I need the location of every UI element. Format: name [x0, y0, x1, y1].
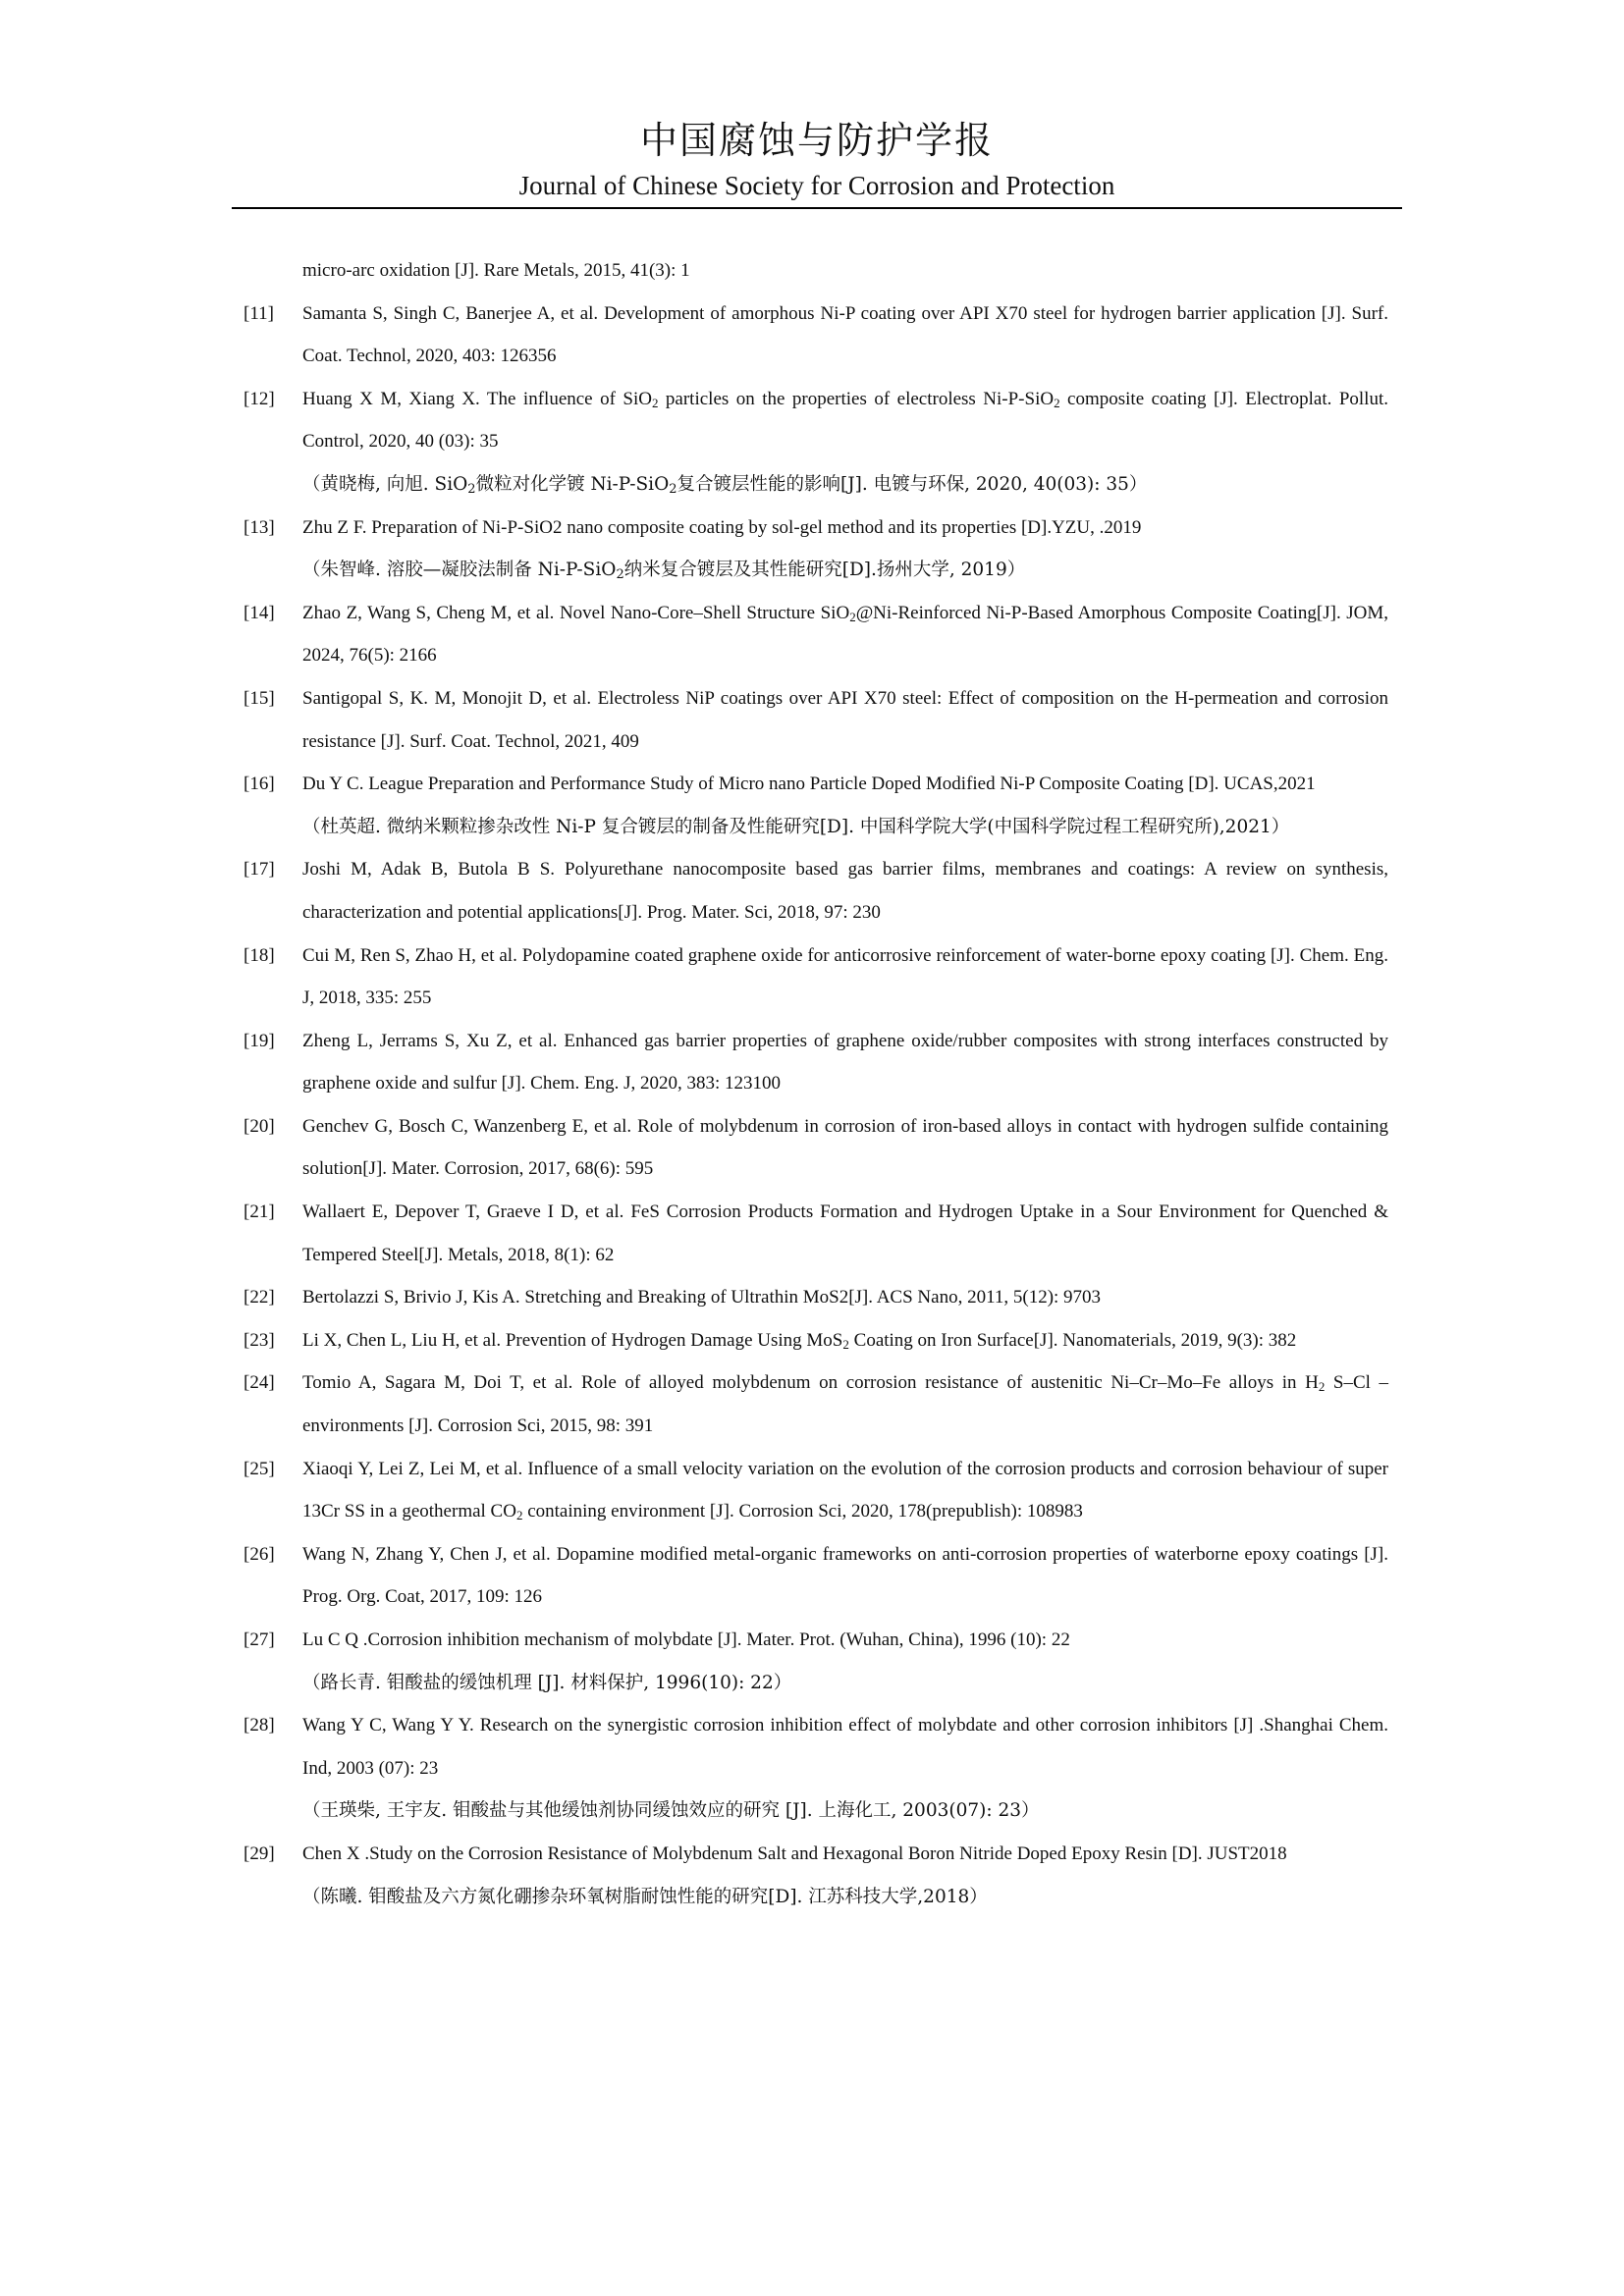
reference-entry [244, 1533, 1388, 1619]
reference-entry [244, 1448, 1388, 1533]
reference-text-segment: Bertolazzi S, Brivio J, Kis A. Stretching and Breaking of Ultrathin MoS2[J]. ACS Nano, 2011, 5(12): 9703 [302, 1287, 1102, 1308]
reference-entry [244, 293, 1388, 378]
reference-number: [14] [244, 602, 275, 623]
reference-number: [16] [244, 774, 275, 795]
reference-text-segment: Tomio A, Sagara M, Doi T, et al. Role of alloyed molybdenum on corrosion resistance of austenitic Ni–Cr–Mo–Fe alloys in H [302, 1372, 1319, 1394]
reference-text-segment: 微粒对化学镀 Ni-P-SiO [475, 473, 670, 495]
reference-text-segment: （路长青. 钼酸盐的缓蚀机理 [J]. 材料保护, 1996(10): 22） [302, 1672, 792, 1693]
reference-text [302, 1533, 1388, 1619]
reference-entry [244, 1191, 1388, 1276]
reference-number: [26] [244, 1543, 275, 1565]
reference-text [302, 293, 1388, 378]
reference-text [302, 1105, 1388, 1191]
reference-entry [244, 592, 1388, 677]
reference-entry [244, 763, 1388, 806]
reference-text [302, 1319, 1388, 1362]
journal-header [232, 116, 1402, 202]
reference-entry [244, 934, 1388, 1020]
reference-text-segment: Santigopal S, K. M, Monojit D, et al. Electroless NiP coatings over API X70 steel: Effect of composition on the H-permeation and corrosion resistance [J]. Surf. Coat. Technol, 2021, 409 [302, 687, 1388, 752]
reference-text-segment: （黄晓梅, 向旭. SiO [302, 473, 468, 495]
reference-text-segment: particles on the properties of electroless Ni-P-SiO [658, 388, 1055, 409]
reference-chinese-translation [244, 1789, 1388, 1833]
reference-text-segment: containing environment [J]. Corrosion Sci, 2020, 178(prepublish): 108983 [522, 1501, 1083, 1522]
reference-entry [244, 1276, 1388, 1319]
reference-entry [244, 1362, 1388, 1447]
reference-number: [20] [244, 1115, 275, 1137]
reference-text-segment: Wang N, Zhang Y, Chen J, et al. Dopamine modified metal-organic frameworks on anti-corrosion properties of waterborne epoxy coatings [J]. Prog. Org. Coat, 2017, 109: 126 [302, 1543, 1388, 1608]
reference-text-segment: Coating on Iron Surface[J]. Nanomaterials, 2019, 9(3): 382 [848, 1329, 1297, 1351]
reference-text-segment: Wang Y C, Wang Y Y. Research on the synergistic corrosion inhibition effect of molybdate and other corrosion inhibitors [J] .Shanghai Chem. Ind, 2003 (07): 23 [302, 1715, 1388, 1779]
reference-text-segment: Samanta S, Singh C, Banerjee A, et al. Development of amorphous Ni-P coating over API X70 steel for hydrogen barrier application [J]. Surf. Coat. Technol, 2020, 403: 126356 [302, 302, 1388, 367]
reference-chinese-translation [244, 806, 1388, 849]
reference-entry [244, 378, 1388, 463]
reference-entry [244, 1105, 1388, 1191]
reference-number: [13] [244, 516, 275, 538]
reference-text-segment: （朱智峰. 溶胶—凝胶法制备 Ni-P-SiO [302, 560, 617, 581]
reference-entry [244, 677, 1388, 763]
reference-text [302, 934, 1388, 1020]
reference-entry [244, 1020, 1388, 1105]
reference-text-segment: （陈曦. 钼酸盐及六方氮化硼掺杂环氧树脂耐蚀性能的研究[D]. 江苏科技大学,2018） [302, 1886, 988, 1907]
reference-text [302, 1833, 1388, 1876]
reference-text-segment: Du Y C. League Preparation and Performance Study of Micro nano Particle Doped Modified Ni-P Composite Coating [D]. UCAS,2021 [302, 774, 1316, 795]
subscript: 2 [467, 481, 476, 497]
reference-text-segment: （杜英超. 微纳米颗粒掺杂改性 Ni-P 复合镀层的制备及性能研究[D]. 中国科学院大学(中国科学院过程工程研究所),2021） [302, 816, 1290, 837]
reference-text-segment: （王瑛柴, 王宇友. 钼酸盐与其他缓蚀剂协同缓蚀效应的研究 [J]. 上海化工, 2003(07): 23） [302, 1800, 1040, 1822]
reference-text-segment: Li X, Chen L, Liu H, et al. Prevention of Hydrogen Damage Using MoS [302, 1329, 843, 1351]
reference-entry [244, 507, 1388, 550]
reference-text [302, 1362, 1388, 1447]
reference-continuation: micro-arc oxidation [J]. Rare Metals, 2015, 41(3): 1 [302, 260, 690, 281]
reference-number: [27] [244, 1629, 275, 1650]
reference-number: [25] [244, 1458, 275, 1479]
reference-chinese-translation [244, 549, 1388, 592]
subscript: 2 [669, 481, 677, 497]
reference-number: [24] [244, 1372, 275, 1394]
reference-number: [29] [244, 1842, 275, 1864]
reference-text-segment: 纳米复合镀层及其性能研究[D].扬州大学, 2019） [623, 560, 1026, 581]
reference-text-segment: Cui M, Ren S, Zhao H, et al. Polydopamine coated graphene oxide for anticorrosive reinforcement of water-borne epoxy coating [J]. Chem. Eng. J, 2018, 335: 255 [302, 944, 1388, 1009]
reference-number: [23] [244, 1329, 275, 1351]
reference-number: [17] [244, 859, 275, 881]
reference-text-segment: S–Cl – environments [J]. Corrosion Sci, 2015, 98: 391 [302, 1372, 1388, 1437]
reference-entry [244, 1704, 1388, 1789]
reference-text-segment: Genchev G, Bosch C, Wanzenberg E, et al. Role of molybdenum in corrosion of iron-based alloys in contact with hydrogen sulfide containing solution[J]. Mater. Corrosion, 2017, 68(6): 595 [302, 1115, 1388, 1180]
reference-number: [12] [244, 388, 275, 409]
reference-chinese-translation [244, 463, 1388, 507]
subscript: 2 [849, 609, 856, 624]
reference-text-segment: @Ni-Reinforced Ni-P-Based Amorphous Composite Coating[J]. JOM, 2024, 76(5): 2166 [302, 602, 1388, 667]
reference-text [302, 1191, 1388, 1276]
journal-title-en: Journal of Chinese Society for Corrosion and Protection [518, 171, 1115, 200]
subscript: 2 [515, 1508, 523, 1523]
reference-number: [19] [244, 1030, 275, 1051]
reference-text [302, 1704, 1388, 1789]
reference-text [302, 1020, 1388, 1105]
reference-text-segment: Wallaert E, Depover T, Graeve I D, et al. FeS Corrosion Products Formation and Hydrogen Uptake in a Sour Environment for Quenched & Tempered Steel[J]. Metals, 2018, 8(1): 62 [302, 1201, 1388, 1265]
subscript: 2 [842, 1336, 849, 1352]
reference-text [302, 763, 1388, 806]
reference-text-segment: Xiaoqi Y, Lei Z, Lei M, et al. Influence of a small velocity variation on the evolution of the corrosion products and corrosion behaviour of super 13Cr SS in a geothermal CO [302, 1458, 1388, 1522]
reference-number: [11] [244, 302, 274, 324]
subscript: 2 [1054, 395, 1060, 410]
reference-number: [22] [244, 1287, 275, 1308]
reference-text-segment: Zheng L, Jerrams S, Xu Z, et al. Enhanced gas barrier properties of graphene oxide/rubber composites with strong interfaces constructed by graphene oxide and sulfur [J]. Chem. Eng. J, 2020, 383: 123100 [302, 1030, 1388, 1095]
reference-number: [28] [244, 1715, 275, 1736]
reference-text [302, 1276, 1388, 1319]
reference-text [302, 677, 1388, 763]
reference-text-segment: composite coating [J]. Electroplat. Pollut. Control, 2020, 40 (03): 35 [302, 388, 1388, 453]
subscript: 2 [1318, 1379, 1326, 1395]
reference-list [244, 249, 1388, 1918]
reference-number: [15] [244, 687, 275, 709]
reference-text-segment: Zhao Z, Wang S, Cheng M, et al. Novel Nano-Core–Shell Structure SiO [302, 602, 850, 623]
reference-number: [21] [244, 1201, 275, 1223]
reference-text-segment: Lu C Q .Corrosion inhibition mechanism of molybdate [J]. Mater. Prot. (Wuhan, China), 1996 (10): 22 [302, 1629, 1070, 1650]
reference-text-segment: Joshi M, Adak B, Butola B S. Polyurethane nanocomposite based gas barrier films, membranes and coatings: A review on synthesis, characterization and potential applications[J]. Prog. Mater. Sci, 2018, 97: 230 [302, 859, 1388, 923]
reference-entry [244, 1319, 1388, 1362]
reference-entry [244, 1619, 1388, 1662]
reference-text [302, 848, 1388, 934]
reference-text-segment: Huang X M, Xiang X. The influence of SiO [302, 388, 652, 409]
reference-entry [244, 1833, 1388, 1876]
reference-chinese-translation [244, 1876, 1388, 1919]
subscript: 2 [651, 395, 659, 410]
subscript: 2 [616, 567, 624, 583]
reference-entry [244, 848, 1388, 934]
reference-text-segment: 复合镀层性能的影响[J]. 电镀与环保, 2020, 40(03): 35） [677, 473, 1148, 495]
reference-number: [18] [244, 944, 275, 966]
reference-text [302, 378, 1388, 463]
reference-text-segment: Chen X .Study on the Corrosion Resistance of Molybdenum Salt and Hexagonal Boron Nitride Doped Epoxy Resin [D]. JUST2018 [302, 1842, 1287, 1864]
header-rule [232, 207, 1402, 209]
reference-text [302, 1619, 1388, 1662]
reference-text [302, 592, 1388, 677]
reference-text [302, 507, 1388, 550]
reference-text-segment: Zhu Z F. Preparation of Ni-P-SiO2 nano composite coating by sol-gel method and its properties [D].YZU, .2019 [302, 516, 1142, 538]
reference-chinese-translation [244, 1662, 1388, 1705]
reference-text [302, 1448, 1388, 1533]
journal-title-cn: 中国腐蚀与防护学报 [639, 119, 994, 162]
